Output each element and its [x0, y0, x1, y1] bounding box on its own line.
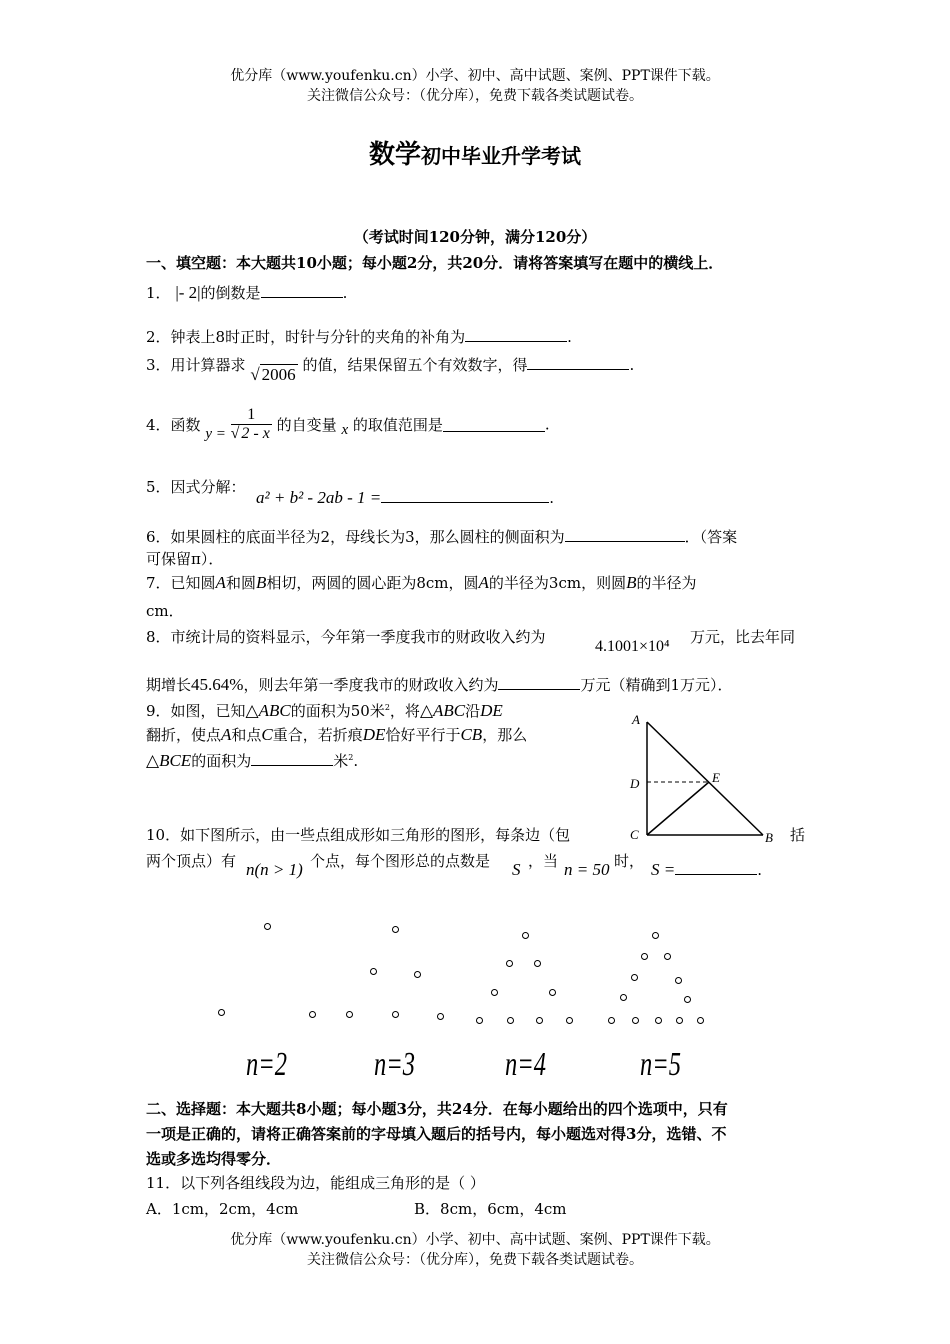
option-b[interactable]: B．8cm，6cm，4cm: [414, 1200, 567, 1218]
dot: [631, 974, 638, 981]
dot: [620, 994, 627, 1001]
label-n4: n=4: [505, 1046, 547, 1083]
question-10-d: ，当: [528, 852, 559, 870]
revenue-number: 4.1001×10⁴: [595, 638, 670, 655]
dot: [676, 1017, 683, 1024]
segment-ce: [647, 782, 709, 835]
question-7-cont: cm．: [146, 602, 184, 620]
question-9-line3: △BCE的面积为 米$^2$.: [146, 751, 359, 770]
answer-blank[interactable]: [465, 327, 567, 342]
title-small: 初中毕业升学考试: [421, 144, 581, 168]
question-6: 6．如果圆柱的底面半径为2，母线长为3，那么圆柱的侧面积为 ．（答案: [146, 528, 738, 546]
dot: [414, 971, 421, 978]
question-10: 10．如下图所示，由一些点组成形如三角形的图形，每条边（包: [146, 826, 571, 844]
question-1: 1． |- 2|的倒数是 .: [146, 283, 348, 302]
dot: [536, 1017, 543, 1024]
label-n2: n=2: [246, 1046, 288, 1083]
dot: [507, 1017, 514, 1024]
question-9-line2: 翻折，使点A和点C重合，若折痕DE恰好平行于CB，那么: [146, 725, 528, 744]
option-a[interactable]: A．1cm，2cm，4cm: [146, 1200, 299, 1218]
question-10-b: 两个顶点）有: [146, 852, 237, 870]
dot: [534, 960, 541, 967]
answer-blank[interactable]: [443, 417, 545, 432]
dot: [684, 996, 691, 1003]
footer-line-2: 关注微信公众号：（优分库），免费下载各类试题试卷。: [307, 1252, 643, 1268]
dot: [370, 968, 377, 975]
header-line-1: 优分库（www.youfenku.cn）小学、初中、高中试题、案例、PPT课件下载。: [230, 68, 720, 84]
label-n3: n=3: [374, 1046, 416, 1083]
n-value: n = 50: [564, 860, 610, 879]
answer-blank[interactable]: [565, 527, 685, 542]
question-4: 4．函数 y = $\frac{1}{√ 2 - x}$ 的自变量 x 的取值范围是 .: [146, 406, 550, 442]
dot: [346, 1011, 353, 1018]
dot: [522, 932, 529, 939]
label-a: A: [632, 712, 640, 727]
abs-expression: |- 2|: [175, 283, 201, 302]
answer-blank[interactable]: [381, 488, 549, 503]
question-8: 8．市统计局的资料显示，今年第一季度我市的财政收入约为: [146, 628, 546, 646]
label-c: C: [630, 827, 639, 842]
side-ab: [647, 722, 763, 835]
fraction: $\frac{1}{√ 2 - x}$: [230, 406, 270, 442]
question-10-c: 个点，每个图形总的点数是: [310, 852, 491, 870]
page-title: [0, 134, 950, 171]
dot: [652, 932, 659, 939]
label-b: B: [765, 830, 773, 845]
question-6-cont: 可保留π）．: [146, 550, 224, 568]
section2-line3: 选或多选均得零分．: [146, 1150, 282, 1168]
question-2: 2．钟表上8时正时，时针与分针的夹角的补角为 .: [146, 328, 572, 346]
answer-blank[interactable]: [498, 675, 580, 690]
dot: [664, 953, 671, 960]
triangle-figure: [620, 710, 790, 850]
dot: [506, 960, 513, 967]
question-9: 9．如图，已知△ABC的面积为50米$^2$，将△ABC沿DE: [146, 701, 503, 720]
dot: [608, 1017, 615, 1024]
question-3: 3．用计算器求 √ 2006 的值，结果保留五个有效数字，得 .: [146, 356, 635, 384]
question-11: 11．以下列各组线段为边，能组成三角形的是（ ）: [146, 1174, 485, 1192]
section2-line1: 二、选择题：本大题共8小题；每小题3分，共24分．在每小题给出的四个选项中，只有: [146, 1100, 728, 1118]
n-condition: n(n > 1): [246, 860, 303, 879]
answer-blank[interactable]: [251, 751, 333, 766]
dot: [309, 1011, 316, 1018]
label-e: E: [712, 770, 720, 785]
dot: [675, 977, 682, 984]
section1-heading: 一、填空题：本大题共10小题；每小题2分，共20分．请将答案填写在题中的横线上．: [146, 254, 724, 272]
question-8-b: 万元，比去年同: [690, 628, 796, 646]
dot: [655, 1017, 662, 1024]
question-8-cont: 期增长45.64%，则去年第一季度我市的财政收入约为 万元（精确到1万元）．: [146, 675, 733, 694]
footer-line-1: 优分库（www.youfenku.cn）小学、初中、高中试题、案例、PPT课件下载。: [230, 1232, 720, 1248]
question-10-e: 时，: [614, 852, 645, 870]
dot: [632, 1017, 639, 1024]
s-symbol: S: [512, 860, 521, 879]
dot: [641, 953, 648, 960]
answer-blank[interactable]: [261, 283, 343, 298]
question-7: 7．已知圆A和圆B相切，两圆的圆心距为8cm，圆A的半径为3cm，则圆B的半径为: [146, 573, 697, 592]
exam-info: （考试时间120分钟，满分120分）: [353, 228, 597, 246]
title-big: 数学: [368, 140, 421, 170]
dot: [218, 1009, 225, 1016]
dot: [392, 1011, 399, 1018]
sqrt-expression: √ 2006: [250, 365, 296, 384]
dot: [392, 926, 399, 933]
question-5-expr: a² + b² - 2ab - 1 = .: [256, 488, 554, 507]
section2-line2: 一项是正确的，请将正确答案前的字母填入题后的括号内，每小题选对得3分，选错、不: [146, 1125, 727, 1143]
dot: [476, 1017, 483, 1024]
label-d: D: [630, 776, 640, 791]
dot: [549, 989, 556, 996]
header-line-2: 关注微信公众号：（优分库），免费下载各类试题试卷。: [307, 88, 643, 104]
label-n5: n=5: [640, 1046, 682, 1083]
answer-blank[interactable]: [527, 355, 629, 370]
dot: [264, 923, 271, 930]
question-5: 5．因式分解：: [146, 478, 246, 496]
question-10-answer: S = .: [651, 860, 763, 879]
answer-blank[interactable]: [675, 860, 757, 875]
dot: [566, 1017, 573, 1024]
question-10-a2: 括: [790, 826, 806, 844]
dot: [697, 1017, 704, 1024]
dot: [491, 989, 498, 996]
dot: [437, 1013, 444, 1020]
